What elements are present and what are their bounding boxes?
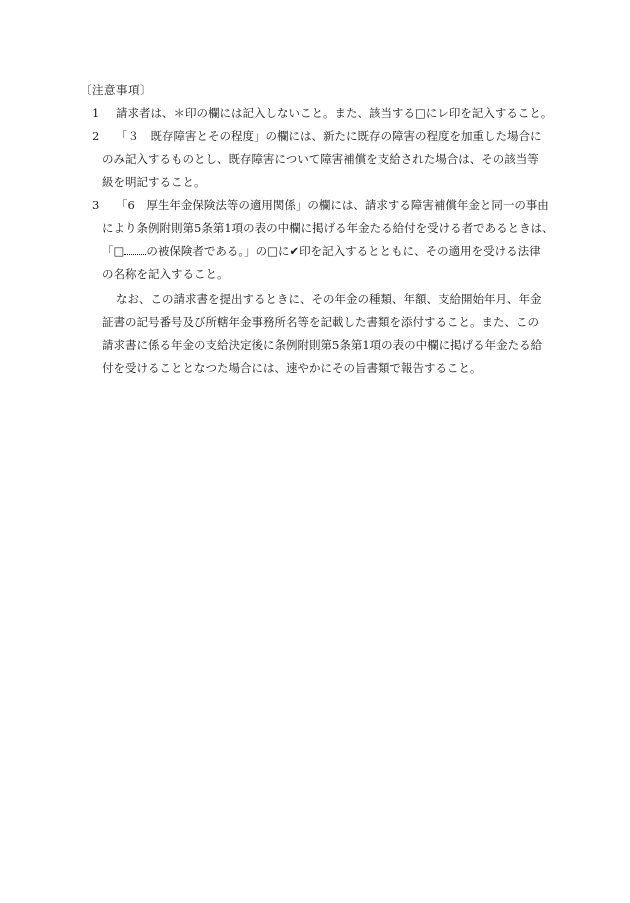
note-line-1: なお、この請求書を提出するときに、その年金の種類、年額、支給開始年月、年金 bbox=[116, 292, 542, 306]
item-3-line-3-prefix: 「□ bbox=[102, 244, 125, 258]
item-1-number: 1 bbox=[92, 106, 100, 120]
item-1-line-1: 請求者は、＊印の欄には記入しないこと。また、該当する□にレ印を記入すること。 bbox=[116, 106, 553, 120]
item-3-number: 3 bbox=[92, 198, 100, 212]
item-3-line-4: の名称を記入すること。 bbox=[102, 267, 229, 281]
item-3-line-1: 「6 厚生年金保険法等の適用関係」の欄には、請求する障害補償年金と同一の事由 bbox=[116, 198, 549, 212]
item-2-line-2: のみ記入するものとし、既存障害について障害補償を支給された場合は、その該当等 bbox=[102, 152, 539, 166]
item-3-line-2: により条例附則第5条第1項の表の中欄に掲げる年金たる給付を受ける者であるときは、 bbox=[102, 221, 554, 235]
item-2-line-3: 級を明記すること。 bbox=[102, 175, 206, 189]
item-2-number: 2 bbox=[92, 129, 100, 143]
note-line-2: 証書の記号番号及び所轄年金事務所名等を記載した書類を添付すること。また、この bbox=[102, 315, 539, 329]
item-3-line-3 bbox=[102, 241, 541, 261]
note-line-3: 請求書に係る年金の支給決定後に条例附則第5条第1項の表の中欄に掲げる年金たる給 bbox=[102, 338, 543, 352]
notes-heading: 〔注意事項〕 bbox=[80, 83, 152, 97]
item-2-line-1: 「３ 既存障害とその程度」の欄には、新たに既存の障害の程度を加重した場合に bbox=[116, 129, 542, 143]
item-3-line-3-suffix: の被保険者である。」の□に✔印を記入するとともに、その適用を受ける法律 bbox=[146, 244, 541, 258]
blank-dotted-fill bbox=[124, 244, 146, 255]
note-line-4: 付を受けることとなつた場合には、速やかにその旨書類で報告すること。 bbox=[102, 361, 482, 375]
